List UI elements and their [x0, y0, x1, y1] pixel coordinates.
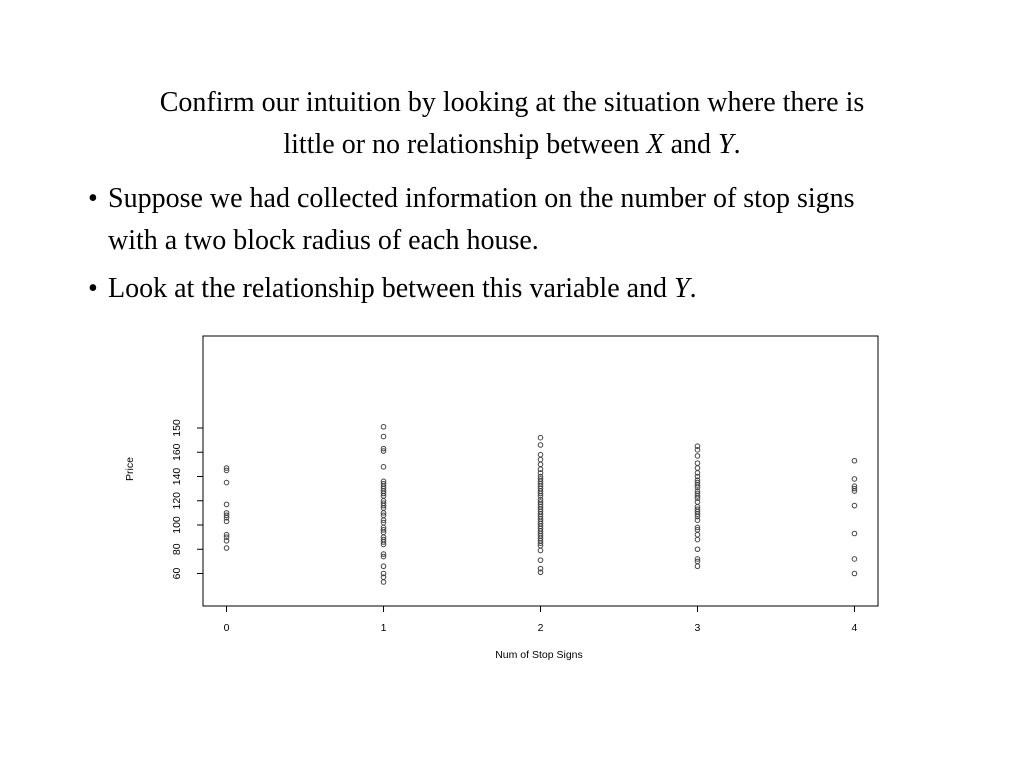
- bullet-y-var: Y: [674, 273, 690, 304]
- x-tick-label: 3: [694, 622, 701, 634]
- x-tick-label: 0: [223, 622, 230, 634]
- data-point: [852, 503, 857, 508]
- data-point: [695, 532, 700, 537]
- data-point: [538, 435, 543, 440]
- y-tick-label: 60: [171, 567, 183, 580]
- y-tick-label: 150: [171, 419, 183, 437]
- data-point: [538, 452, 543, 457]
- bullet-relationship-end: .: [689, 273, 697, 304]
- y-axis-label: Price: [124, 457, 136, 481]
- data-point: [381, 580, 386, 585]
- data-point: [381, 434, 386, 439]
- y-tick-label: 100: [171, 516, 183, 534]
- title-y-var: Y: [718, 129, 734, 160]
- data-point: [381, 424, 386, 429]
- data-point: [695, 547, 700, 552]
- title-line-2-end: .: [733, 129, 741, 160]
- data-point: [538, 462, 543, 467]
- bullet-relationship-main: Look at the relationship between this variable and: [108, 273, 675, 304]
- data-point: [695, 454, 700, 459]
- x-tick-label: 4: [851, 622, 858, 634]
- title-line-2-text: little or no relationship between: [283, 129, 647, 160]
- bullet-marker: •: [88, 183, 98, 214]
- y-tick-label: 140: [171, 467, 183, 486]
- x-tick-label: 2: [537, 622, 544, 634]
- y-tick-label: 80: [171, 543, 183, 556]
- x-tick-label: 1: [380, 622, 387, 634]
- axis-ticks: [171, 419, 858, 634]
- y-tick-label: 120: [171, 491, 183, 510]
- data-point: [852, 531, 857, 536]
- data-point: [224, 480, 229, 485]
- data-point: [695, 564, 700, 569]
- title-line-2-and: and: [663, 129, 719, 160]
- title-x-var: X: [646, 129, 664, 160]
- data-point: [852, 458, 857, 463]
- data-point: [224, 502, 229, 507]
- data-point: [224, 546, 229, 551]
- data-point: [538, 558, 543, 563]
- data-point: [538, 443, 543, 448]
- data-point: [852, 571, 857, 576]
- data-point: [381, 564, 386, 569]
- data-point: [695, 461, 700, 466]
- data-points: [224, 424, 857, 584]
- data-point: [852, 477, 857, 482]
- data-point: [381, 465, 386, 470]
- data-point: [538, 457, 543, 462]
- data-point: [538, 548, 543, 553]
- title-line-1: Confirm our intuition by looking at the situation where there is: [159, 87, 865, 118]
- x-axis-label: Num of Stop Signs: [495, 649, 583, 661]
- y-tick-label: 160: [171, 443, 183, 462]
- bullet-stop-signs-text: Suppose we had collected information on the number of stop signs with a two block radius of each house.: [108, 183, 855, 256]
- bullet-marker: •: [88, 273, 98, 304]
- data-point: [695, 537, 700, 542]
- data-point: [695, 466, 700, 471]
- data-point: [852, 557, 857, 562]
